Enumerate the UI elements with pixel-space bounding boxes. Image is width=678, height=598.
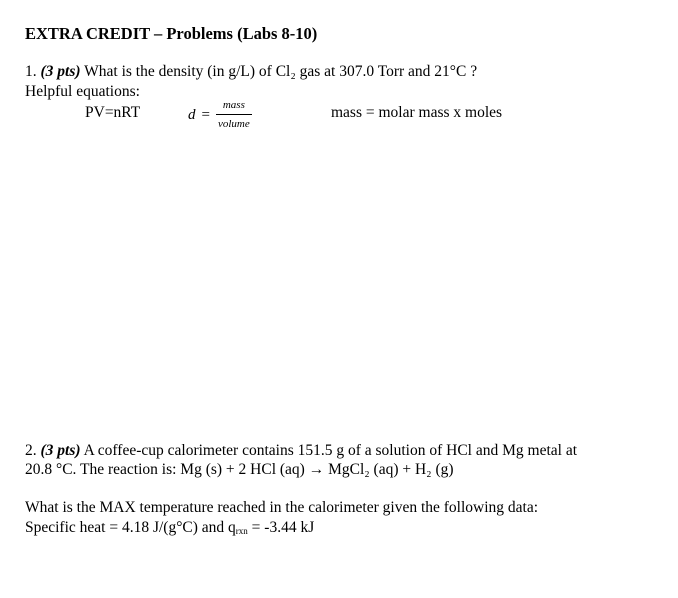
problem-1-number: 1. xyxy=(25,63,37,80)
density-equation xyxy=(188,99,252,131)
q-subscript-rxn: rxn xyxy=(235,526,248,536)
problem-1-text: What is the density (in g/L) of Cl₂ gas at 307.0 Torr and 21°C ? xyxy=(84,63,478,80)
problem-2-number: 2. xyxy=(25,442,37,459)
specific-heat-text: Specific heat = 4.18 J/(g°C) and q xyxy=(25,519,236,536)
problem-1-question xyxy=(25,63,477,81)
ideal-gas-equation: PV=nRT xyxy=(85,104,141,121)
problem-2-line-1 xyxy=(25,442,577,460)
mass-equation: mass = molar mass x moles xyxy=(331,104,503,121)
helpful-equations-label: Helpful equations: xyxy=(25,83,140,100)
density-equals-sign: = xyxy=(201,106,210,123)
problem-2-line-2: 20.8 °C. The reaction is: Mg (s) + 2 HCl (aq) → MgCl₂ (aq) + H₂ (g) xyxy=(25,461,454,478)
density-fraction xyxy=(216,99,252,131)
problem-2-question-line-1: What is the MAX temperature reached in the calorimeter given the following data: xyxy=(25,499,539,516)
problem-2-question-line-2 xyxy=(25,519,314,537)
density-numerator: mass xyxy=(222,99,245,111)
fraction-bar xyxy=(216,114,252,115)
q-value-text: = -3.44 kJ xyxy=(247,519,315,536)
density-variable: d xyxy=(188,106,196,123)
problem-2-points: (3 pts) xyxy=(40,442,81,459)
problem-2-text-1: A coffee-cup calorimeter contains 151.5 g of a solution of HCl and Mg metal at xyxy=(83,442,578,459)
density-denominator: volume xyxy=(217,118,250,130)
page-title: EXTRA CREDIT – Problems (Labs 8-10) xyxy=(25,24,318,43)
problem-1-points: (3 pts) xyxy=(40,63,81,80)
